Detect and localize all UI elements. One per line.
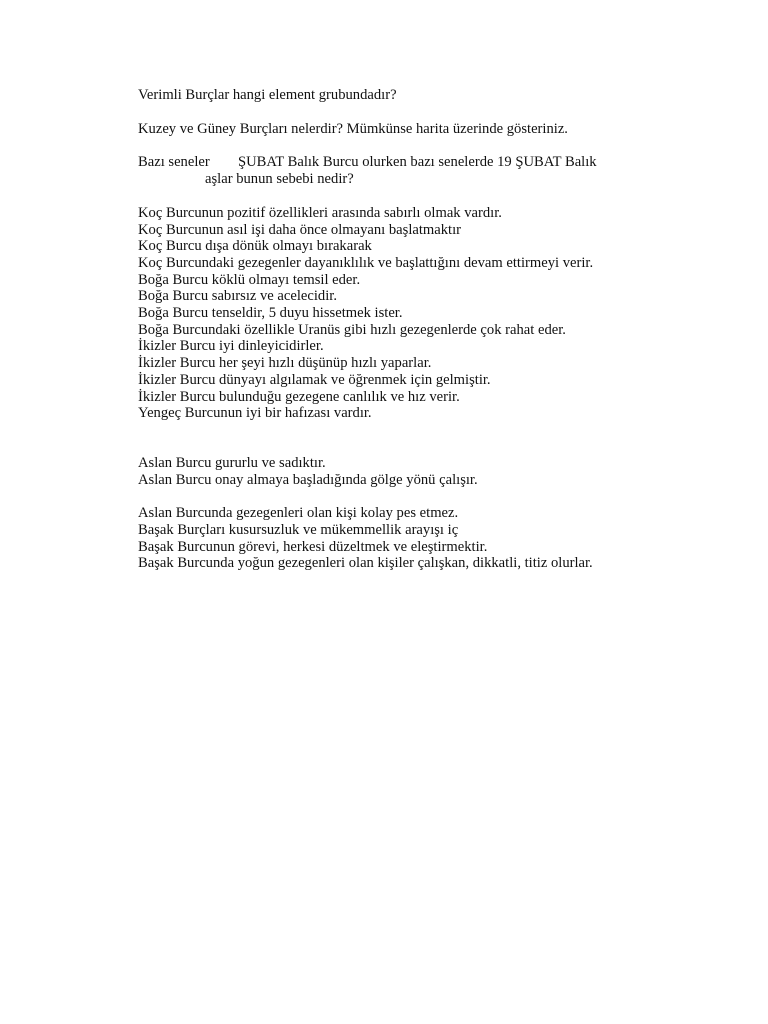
statement-line: İkizler Burcu dünyayı algılamak ve öğrenmek için gelmiştir. (138, 371, 491, 388)
statement-line: Başak Burcunda yoğun gezegenleri olan kişiler çalışkan, dikkatli, titiz olurlar. (138, 555, 593, 572)
question-2: Kuzey ve Güney Burçları nelerdir? Mümkünse harita üzerinde gösteriniz. (138, 120, 568, 137)
statement-line: Başak Burçları kusursuzluk ve mükemmellik arayışı iç (138, 522, 459, 539)
document-body (138, 87, 738, 572)
spacer (138, 422, 738, 455)
statement-line: Boğa Burcu sabırsız ve acelecidir. (138, 288, 337, 305)
spacer (138, 104, 738, 121)
statement-line: Boğa Burcu tenseldir, 5 duyu hissetmek ister. (138, 305, 403, 322)
statement-line: Aslan Burcunda gezegenleri olan kişi kolay pes etmez. (138, 505, 459, 522)
statement-line: Aslan Burcu onay almaya başladığında gölge yönü çalışır. (138, 471, 478, 488)
statement-line: İkizler Burcu bulunduğu gezegene canlılık ve hız verir. (138, 388, 460, 405)
question-3-label: Bazı seneler (138, 154, 210, 171)
statement-line: Koç Burcu dışa dönük olmayı bırakarak (138, 238, 372, 255)
statement-line: Aslan Burcu gururlu ve sadıktır. (138, 454, 326, 471)
spacer (138, 137, 738, 154)
statement-line: Boğa Burcundaki özellikle Uranüs gibi hızlı gezegenlerde çok rahat eder. (138, 321, 566, 338)
question-3-line-2: aşlar bunun sebebi nedir? (205, 171, 354, 188)
question-3-line-1: ŞUBAT Balık Burcu olurken bazı senelerde 19 ŞUBAT Balık (238, 154, 597, 171)
statements-group-2 (138, 455, 738, 488)
question-1: Verimli Burçlar hangi element grubundadır? (138, 87, 397, 103)
statement-line: Koç Burcunun pozitif özellikleri arasında sabırlı olmak vardır. (138, 204, 502, 221)
statement-line: Başak Burcunun görevi, herkesi düzeltmek ve eleştirmektir. (138, 538, 488, 555)
statements-group-1 (138, 205, 738, 422)
statement-line: İkizler Burcu her şeyi hızlı düşünüp hızlı yaparlar. (138, 355, 432, 372)
statement-line: Koç Burcunun asıl işi daha önce olmayanı başlatmaktır (138, 221, 462, 238)
spacer (138, 188, 738, 205)
statements-group-3 (138, 505, 738, 572)
statement-line: Koç Burcundaki gezegenler dayanıklılık ve başlattığını devam ettirmeyi verir. (138, 254, 594, 271)
statement-line: Yengeç Burcunun iyi bir hafızası vardır. (138, 405, 372, 422)
spacer (138, 488, 738, 505)
statement-line: Boğa Burcu köklü olmayı temsil eder. (138, 271, 361, 288)
question-3 (138, 154, 738, 171)
statement-line: İkizler Burcu iyi dinleyicidirler. (138, 338, 324, 355)
